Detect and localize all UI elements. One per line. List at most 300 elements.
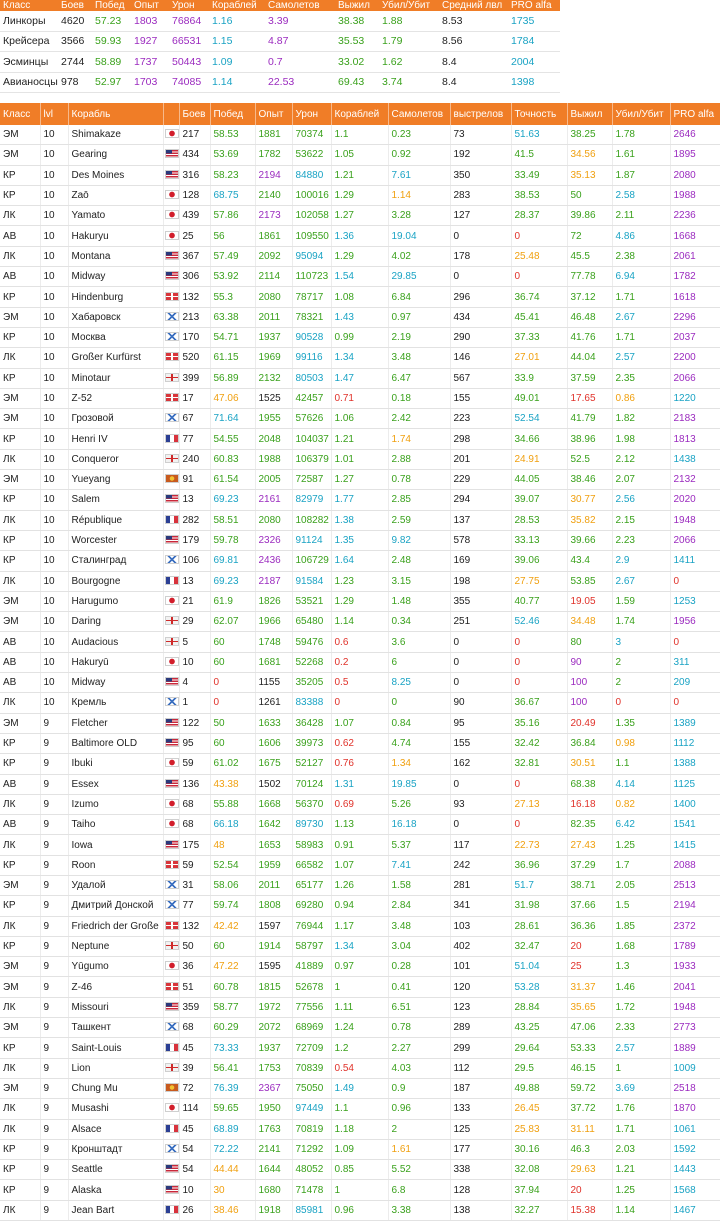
- ships-killed-cell: 1.38: [331, 510, 388, 530]
- accuracy-cell: 32.81: [511, 754, 567, 774]
- damage-cell: 97449: [292, 1099, 331, 1119]
- survival-cell: 31.37: [567, 977, 612, 997]
- planes-killed-cell: 4.02: [388, 246, 450, 266]
- ship-class-cell: КР: [0, 733, 40, 753]
- planes-killed-cell: 2.85: [388, 490, 450, 510]
- pro-alfa-cell: 1948: [670, 510, 720, 530]
- ship-name-cell: Z-52: [68, 388, 163, 408]
- ship-row: [0, 1139, 720, 1159]
- damage-cell: 106379: [292, 449, 331, 469]
- survival-cell: 29.63: [567, 1160, 612, 1180]
- summary-cell: 33.02: [335, 52, 379, 73]
- pro-alfa-cell: 2066: [670, 368, 720, 388]
- shots-cell: 296: [450, 287, 511, 307]
- summary-row: [0, 31, 560, 52]
- planes-killed-cell: 8.25: [388, 673, 450, 693]
- ship-table-header-cell: выстрелов: [450, 103, 511, 125]
- xp-cell: 1826: [255, 591, 292, 611]
- pro-alfa-cell: 2066: [670, 530, 720, 550]
- damage-cell: 72587: [292, 470, 331, 490]
- flag-jp-icon: [165, 231, 179, 240]
- accuracy-cell: 52.54: [511, 409, 567, 429]
- xp-cell: 2140: [255, 185, 292, 205]
- damage-cell: 52268: [292, 652, 331, 672]
- shots-cell: 146: [450, 348, 511, 368]
- ship-class-cell: КР: [0, 165, 40, 185]
- ship-tier-cell: 9: [40, 1119, 68, 1139]
- wins-cell: 54.55: [210, 429, 255, 449]
- kd-cell: 1.61: [612, 145, 670, 165]
- ship-tier-cell: 10: [40, 632, 68, 652]
- shots-cell: 229: [450, 470, 511, 490]
- survival-cell: 41.79: [567, 409, 612, 429]
- wins-cell: 61.54: [210, 470, 255, 490]
- survival-cell: 31.11: [567, 1119, 612, 1139]
- nation-flag-cell: [163, 754, 179, 774]
- ships-killed-cell: 0.5: [331, 673, 388, 693]
- kd-cell: 1.59: [612, 591, 670, 611]
- ships-killed-cell: 1.64: [331, 551, 388, 571]
- battles-cell: 91: [179, 470, 210, 490]
- shots-cell: 0: [450, 267, 511, 287]
- survival-cell: 45.5: [567, 246, 612, 266]
- kd-cell: 1.14: [612, 1200, 670, 1220]
- nation-flag-cell: [163, 916, 179, 936]
- ship-name-cell: Daring: [68, 612, 163, 632]
- pro-alfa-cell: 1568: [670, 1180, 720, 1200]
- survival-cell: 77.78: [567, 267, 612, 287]
- planes-killed-cell: 3.04: [388, 936, 450, 956]
- wins-cell: 60: [210, 936, 255, 956]
- accuracy-cell: 33.13: [511, 530, 567, 550]
- accuracy-cell: 25.48: [511, 246, 567, 266]
- pro-alfa-cell: 1253: [670, 591, 720, 611]
- shots-cell: 187: [450, 1078, 511, 1098]
- battles-cell: 5: [179, 632, 210, 652]
- battles-cell: 17: [179, 388, 210, 408]
- ship-tier-cell: 9: [40, 936, 68, 956]
- accuracy-cell: 0: [511, 632, 567, 652]
- wins-cell: 47.22: [210, 957, 255, 977]
- kd-cell: 1.72: [612, 997, 670, 1017]
- pro-alfa-cell: 1061: [670, 1119, 720, 1139]
- ship-tier-cell: 10: [40, 530, 68, 550]
- wins-cell: 54.71: [210, 327, 255, 347]
- ship-row: [0, 307, 720, 327]
- pro-alfa-cell: 1220: [670, 388, 720, 408]
- ship-name-cell: Yūgumo: [68, 957, 163, 977]
- battles-cell: 122: [179, 713, 210, 733]
- nation-flag-cell: [163, 774, 179, 794]
- flag-us-icon: [165, 1002, 179, 1011]
- shots-cell: 0: [450, 815, 511, 835]
- wins-cell: 69.23: [210, 490, 255, 510]
- damage-cell: 57626: [292, 409, 331, 429]
- summary-cell: 1803: [131, 11, 169, 31]
- summary-cell: 22.53: [265, 72, 335, 93]
- damage-cell: 75050: [292, 1078, 331, 1098]
- survival-cell: 34.56: [567, 145, 612, 165]
- battles-cell: 54: [179, 1160, 210, 1180]
- nation-flag-cell: [163, 1018, 179, 1038]
- ship-row: [0, 470, 720, 490]
- survival-cell: 37.66: [567, 896, 612, 916]
- battles-cell: 1: [179, 693, 210, 713]
- ship-class-cell: ЛК: [0, 449, 40, 469]
- ship-table-header-cell: PRO alfa: [670, 103, 720, 125]
- summary-cell: 50443: [169, 52, 209, 73]
- ship-row: [0, 287, 720, 307]
- kd-cell: 1.98: [612, 429, 670, 449]
- ship-class-cell: ЭМ: [0, 145, 40, 165]
- summary-cell: 69.43: [335, 72, 379, 93]
- shots-cell: 133: [450, 1099, 511, 1119]
- wins-cell: 61.02: [210, 754, 255, 774]
- ship-row: [0, 206, 720, 226]
- survival-cell: 50: [567, 185, 612, 205]
- ship-tier-cell: 10: [40, 551, 68, 571]
- accuracy-cell: 41.5: [511, 145, 567, 165]
- flag-ru-icon: [165, 697, 179, 706]
- nation-flag-cell: [163, 551, 179, 571]
- summary-cell: 38.38: [335, 11, 379, 31]
- flag-de-icon: [165, 292, 179, 301]
- planes-killed-cell: 19.85: [388, 774, 450, 794]
- survival-cell: 35.65: [567, 997, 612, 1017]
- survival-cell: 20: [567, 936, 612, 956]
- accuracy-cell: 26.45: [511, 1099, 567, 1119]
- pro-alfa-cell: 1618: [670, 287, 720, 307]
- nation-flag-cell: [163, 693, 179, 713]
- survival-cell: 19.05: [567, 591, 612, 611]
- ship-row: [0, 1078, 720, 1098]
- accuracy-cell: 39.06: [511, 551, 567, 571]
- ship-class-cell: КР: [0, 1139, 40, 1159]
- ship-name-cell: Z-46: [68, 977, 163, 997]
- planes-killed-cell: 7.61: [388, 165, 450, 185]
- damage-cell: 70839: [292, 1058, 331, 1078]
- survival-cell: 41.76: [567, 327, 612, 347]
- wins-cell: 58.51: [210, 510, 255, 530]
- kd-cell: 1.35: [612, 713, 670, 733]
- accuracy-cell: 39.07: [511, 490, 567, 510]
- ship-row: [0, 145, 720, 165]
- wins-cell: 58.77: [210, 997, 255, 1017]
- pro-alfa-cell: 2372: [670, 916, 720, 936]
- shots-cell: 198: [450, 571, 511, 591]
- damage-cell: 80503: [292, 368, 331, 388]
- pro-alfa-cell: 1415: [670, 835, 720, 855]
- ship-tier-cell: 9: [40, 1160, 68, 1180]
- pro-alfa-cell: 0: [670, 571, 720, 591]
- ship-name-cell: Дмитрий Донской: [68, 896, 163, 916]
- kd-cell: 1.71: [612, 1119, 670, 1139]
- planes-killed-cell: 0.78: [388, 470, 450, 490]
- class-summary-table: [0, 0, 560, 93]
- shots-cell: 402: [450, 936, 511, 956]
- accuracy-cell: 28.37: [511, 206, 567, 226]
- nation-flag-cell: [163, 470, 179, 490]
- xp-cell: 2072: [255, 1018, 292, 1038]
- nation-flag-cell: [163, 1139, 179, 1159]
- ship-name-cell: Izumo: [68, 794, 163, 814]
- xp-cell: 1914: [255, 936, 292, 956]
- shots-cell: 155: [450, 733, 511, 753]
- damage-cell: 91584: [292, 571, 331, 591]
- accuracy-cell: 38.53: [511, 185, 567, 205]
- nation-flag-cell: [163, 612, 179, 632]
- flag-pa-icon: [165, 1083, 179, 1092]
- flag-de-icon: [165, 393, 179, 402]
- xp-cell: 1668: [255, 794, 292, 814]
- flag-jp-icon: [165, 657, 179, 666]
- ship-class-cell: ЛК: [0, 348, 40, 368]
- summary-cell: 8.53: [439, 11, 508, 31]
- ships-killed-cell: 1.54: [331, 267, 388, 287]
- planes-killed-cell: 0.9: [388, 1078, 450, 1098]
- xp-cell: 1815: [255, 977, 292, 997]
- ship-tier-cell: 9: [40, 1139, 68, 1159]
- shots-cell: 283: [450, 185, 511, 205]
- wins-cell: 68.75: [210, 185, 255, 205]
- flag-jp-icon: [165, 596, 179, 605]
- damage-cell: 110723: [292, 267, 331, 287]
- planes-killed-cell: 0.78: [388, 1018, 450, 1038]
- accuracy-cell: 32.27: [511, 1200, 567, 1220]
- wins-cell: 30: [210, 1180, 255, 1200]
- ships-killed-cell: 0.54: [331, 1058, 388, 1078]
- battles-cell: 282: [179, 510, 210, 530]
- flag-us-icon: [165, 494, 179, 503]
- shots-cell: 120: [450, 977, 511, 997]
- damage-cell: 71478: [292, 1180, 331, 1200]
- pro-alfa-cell: 2236: [670, 206, 720, 226]
- shots-cell: 567: [450, 368, 511, 388]
- wins-cell: 55.88: [210, 794, 255, 814]
- shots-cell: 103: [450, 916, 511, 936]
- damage-cell: 39973: [292, 733, 331, 753]
- nation-flag-cell: [163, 530, 179, 550]
- xp-cell: 1681: [255, 652, 292, 672]
- survival-cell: 15.38: [567, 1200, 612, 1220]
- accuracy-cell: 51.63: [511, 125, 567, 145]
- survival-cell: 38.25: [567, 125, 612, 145]
- accuracy-cell: 27.13: [511, 794, 567, 814]
- ship-tier-cell: 9: [40, 997, 68, 1017]
- ship-row: [0, 835, 720, 855]
- planes-killed-cell: 4.03: [388, 1058, 450, 1078]
- accuracy-cell: 29.64: [511, 1038, 567, 1058]
- kd-cell: 2: [612, 673, 670, 693]
- summary-header-row: [0, 0, 560, 11]
- damage-cell: 42457: [292, 388, 331, 408]
- ships-killed-cell: 1: [331, 1180, 388, 1200]
- survival-cell: 53.85: [567, 571, 612, 591]
- pro-alfa-cell: 1933: [670, 957, 720, 977]
- damage-cell: 41889: [292, 957, 331, 977]
- ship-class-cell: ЭМ: [0, 591, 40, 611]
- accuracy-cell: 28.61: [511, 916, 567, 936]
- wins-cell: 69.81: [210, 551, 255, 571]
- ships-killed-cell: 1.11: [331, 997, 388, 1017]
- ship-name-cell: Chung Mu: [68, 1078, 163, 1098]
- ship-name-cell: Audacious: [68, 632, 163, 652]
- ships-killed-cell: 0.69: [331, 794, 388, 814]
- wins-cell: 60: [210, 632, 255, 652]
- summary-cell: 1.15: [209, 31, 265, 52]
- kd-cell: 1.25: [612, 1180, 670, 1200]
- xp-cell: 1782: [255, 145, 292, 165]
- nation-flag-cell: [163, 185, 179, 205]
- kd-cell: 6.94: [612, 267, 670, 287]
- summary-cell: 1737: [131, 52, 169, 73]
- nation-flag-cell: [163, 125, 179, 145]
- pro-alfa-cell: 1948: [670, 997, 720, 1017]
- ship-class-cell: КР: [0, 185, 40, 205]
- flag-ru-icon: [165, 1022, 179, 1031]
- survival-cell: 16.18: [567, 794, 612, 814]
- shots-cell: 201: [450, 449, 511, 469]
- ship-name-cell: Москва: [68, 327, 163, 347]
- ship-name-cell: Ibuki: [68, 754, 163, 774]
- ship-name-cell: Zaō: [68, 185, 163, 205]
- planes-killed-cell: 9.82: [388, 530, 450, 550]
- xp-cell: 2011: [255, 307, 292, 327]
- ship-table-header-cell: Убил/Убит: [612, 103, 670, 125]
- shots-cell: 101: [450, 957, 511, 977]
- shots-cell: 223: [450, 409, 511, 429]
- ship-row: [0, 957, 720, 977]
- ship-table-header-cell: [163, 103, 179, 125]
- wins-cell: 56.41: [210, 1058, 255, 1078]
- summary-header-cell: Класс: [0, 0, 58, 11]
- shots-cell: 169: [450, 551, 511, 571]
- summary-header-cell: Опыт: [131, 0, 169, 11]
- flag-us-icon: [165, 149, 179, 158]
- planes-killed-cell: 2.59: [388, 510, 450, 530]
- damage-cell: 104037: [292, 429, 331, 449]
- survival-cell: 53.33: [567, 1038, 612, 1058]
- kd-cell: 2: [612, 652, 670, 672]
- ship-name-cell: Сталинград: [68, 551, 163, 571]
- accuracy-cell: 28.53: [511, 510, 567, 530]
- xp-cell: 2367: [255, 1078, 292, 1098]
- summary-cell: 8.4: [439, 72, 508, 93]
- ship-name-cell: Minotaur: [68, 368, 163, 388]
- accuracy-cell: 45.41: [511, 307, 567, 327]
- ship-tier-cell: 10: [40, 327, 68, 347]
- pro-alfa-cell: 1592: [670, 1139, 720, 1159]
- nation-flag-cell: [163, 936, 179, 956]
- ship-class-cell: ЭМ: [0, 875, 40, 895]
- flag-ru-icon: [165, 1144, 179, 1153]
- ship-class-cell: ЭМ: [0, 1018, 40, 1038]
- ships-killed-cell: 1.24: [331, 1018, 388, 1038]
- ships-killed-cell: 0.99: [331, 327, 388, 347]
- nation-flag-cell: [163, 1200, 179, 1220]
- kd-cell: 2.57: [612, 348, 670, 368]
- wins-cell: 60: [210, 652, 255, 672]
- wins-cell: 44.44: [210, 1160, 255, 1180]
- ship-class-cell: ЛК: [0, 916, 40, 936]
- shots-cell: 355: [450, 591, 511, 611]
- flag-us-icon: [165, 677, 179, 686]
- xp-cell: 1808: [255, 896, 292, 916]
- ship-name-cell: Worcester: [68, 530, 163, 550]
- kd-cell: 2.33: [612, 1018, 670, 1038]
- battles-cell: 25: [179, 226, 210, 246]
- nation-flag-cell: [163, 571, 179, 591]
- ship-name-cell: Lion: [68, 1058, 163, 1078]
- ship-tier-cell: 10: [40, 307, 68, 327]
- survival-cell: 90: [567, 652, 612, 672]
- kd-cell: 1.5: [612, 896, 670, 916]
- survival-cell: 43.4: [567, 551, 612, 571]
- battles-cell: 240: [179, 449, 210, 469]
- ship-row: [0, 165, 720, 185]
- xp-cell: 1881: [255, 125, 292, 145]
- wins-cell: 56.89: [210, 368, 255, 388]
- ships-killed-cell: 1.09: [331, 1139, 388, 1159]
- flag-de-icon: [165, 982, 179, 991]
- accuracy-cell: 31.98: [511, 896, 567, 916]
- wins-cell: 76.39: [210, 1078, 255, 1098]
- kd-cell: 1.68: [612, 936, 670, 956]
- ships-killed-cell: 1.47: [331, 368, 388, 388]
- shots-cell: 123: [450, 997, 511, 1017]
- xp-cell: 1606: [255, 733, 292, 753]
- shots-cell: 578: [450, 530, 511, 550]
- ship-row: [0, 875, 720, 895]
- flag-pa-icon: [165, 474, 179, 483]
- damage-cell: 59476: [292, 632, 331, 652]
- xp-cell: 2048: [255, 429, 292, 449]
- ship-class-cell: АВ: [0, 226, 40, 246]
- shots-cell: 338: [450, 1160, 511, 1180]
- ship-row: [0, 754, 720, 774]
- xp-cell: 2326: [255, 530, 292, 550]
- ship-class-cell: ЛК: [0, 1119, 40, 1139]
- shots-cell: 117: [450, 835, 511, 855]
- ships-killed-cell: 0.62: [331, 733, 388, 753]
- battles-cell: 67: [179, 409, 210, 429]
- kd-cell: 1.25: [612, 835, 670, 855]
- xp-cell: 1680: [255, 1180, 292, 1200]
- pro-alfa-cell: 1389: [670, 713, 720, 733]
- battles-cell: 95: [179, 733, 210, 753]
- summary-cell: 1.88: [379, 11, 439, 31]
- ship-class-cell: КР: [0, 490, 40, 510]
- ship-row: [0, 774, 720, 794]
- kd-cell: 1.3: [612, 957, 670, 977]
- xp-cell: 2005: [255, 470, 292, 490]
- ship-table-header-cell: Корабль: [68, 103, 163, 125]
- ships-killed-cell: 1.21: [331, 165, 388, 185]
- wins-cell: 59.78: [210, 530, 255, 550]
- accuracy-cell: 33.9: [511, 368, 567, 388]
- ship-class-cell: ЛК: [0, 693, 40, 713]
- ship-class-cell: КР: [0, 896, 40, 916]
- nation-flag-cell: [163, 449, 179, 469]
- wins-cell: 66.18: [210, 815, 255, 835]
- xp-cell: 1959: [255, 855, 292, 875]
- wins-cell: 58.53: [210, 125, 255, 145]
- ships-killed-cell: 0.97: [331, 957, 388, 977]
- kd-cell: 2.15: [612, 510, 670, 530]
- kd-cell: 6.42: [612, 815, 670, 835]
- battles-cell: 175: [179, 835, 210, 855]
- summary-cell: 35.53: [335, 31, 379, 52]
